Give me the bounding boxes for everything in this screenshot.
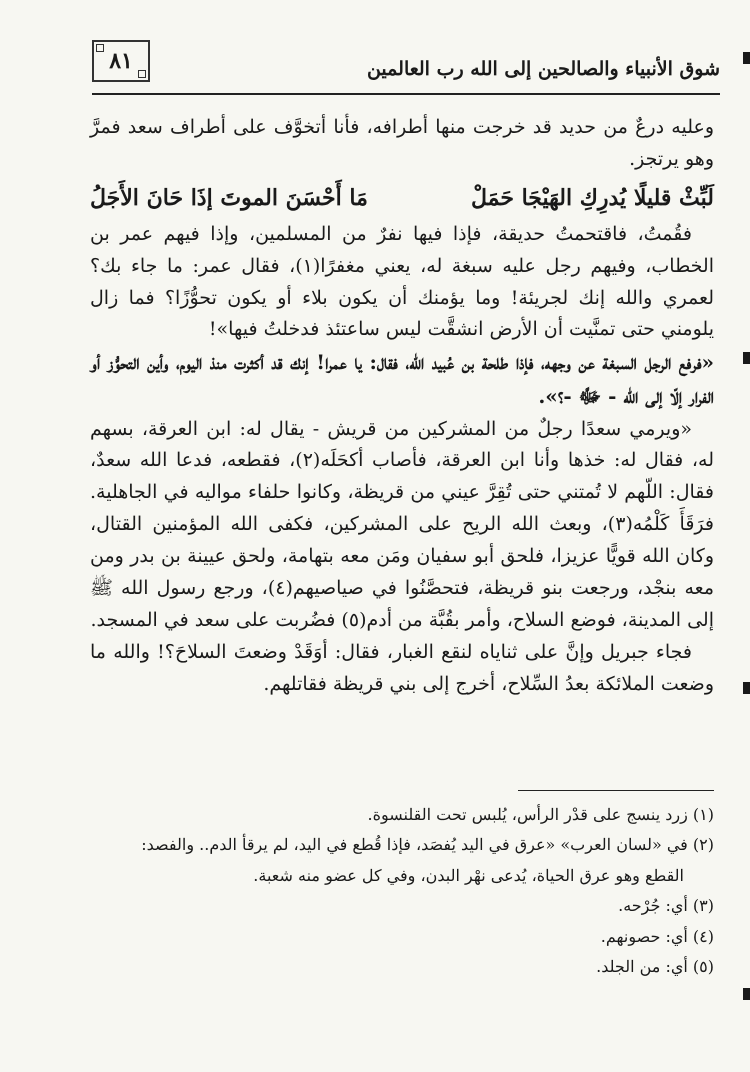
footnote-rule	[518, 790, 714, 791]
header-title: شوق الأنبياء والصالحين إلى الله رب العالمين	[366, 58, 720, 80]
footnote-2-continued: القطع وهو عرق الحياة، يُدعى نهْر البدن، وفي كل عضو منه شعبة.	[253, 865, 684, 885]
edge-mark-2	[743, 352, 750, 364]
poem-first-hemistich: لَبِّثْ قليلًا يُدرِكِ الهَيْجَا حَمَلْ	[470, 184, 714, 211]
edge-mark-1	[743, 52, 750, 64]
footnote-2: (٢) في «لسان العرب» «عرق في اليد يُفصَد، فإذا قُطع في اليد، لم يرقأ الدم.. والفصد:	[141, 835, 714, 855]
footnote-4: (٤) أي: حصونهم.	[600, 926, 714, 946]
main-text	[90, 112, 714, 701]
footnote-3: (٣) أي: جُرْحه.	[618, 896, 714, 916]
header-rule	[92, 93, 720, 95]
paragraph-3-bold: «فرفع الرجل السبغة عن وجهه، فإذا طلحة بن عُبيد الله، فقال: يا عمرا! إنك قد أكثرت منذ اليوم، وأين التحوُّز أو الفرار إلّا إلى الله - ﷻ -؟».	[90, 350, 714, 408]
paragraph-1: وعليه درعٌ من حديد قد خرجت منها أطرافه، فأنا أتخوَّف على أطراف سعد فمرَّ وهو يرتجز.	[90, 116, 714, 170]
page-header	[92, 36, 720, 96]
page-number: ٨١	[109, 48, 133, 74]
footnote-5: (٥) أي: من الجلد.	[596, 956, 714, 976]
footnotes	[90, 800, 714, 982]
poem-verse	[90, 180, 714, 217]
footnote-1: (١) زرد ينسج على قدْر الرأس، يُلبس تحت القلنسوة.	[367, 805, 714, 824]
paragraph-2: فقُمتُ، فاقتحمتُ حديقة، فإذا فيها نفرٌ من المسلمين، وإذا فيهم عمر بن الخطاب، وفيهم رجل عليه سبغة له، يعني مغفرًا(١)، فقال عمر: ما جاء بك؟ لعمري والله إنك لجريئة! وما يؤمنك أن يكون بلاء أو يكون تحوُّزًا؟ فما زال يلومني حتى تمنَّيت أن الأرض انشقَّت ليس ساعتئذ فدخلتُ فيها»!	[90, 222, 714, 341]
paragraph-5: فجاء جبريل وإنَّ على ثناياه لنقع الغبار، فقال: أوَقَدْ وضعتَ السلاحَ؟! والله ما وضعت الملائكة بعدُ السِّلاح، أخرج إلى بني قريظة فقاتلهم.	[90, 640, 714, 695]
poem-second-hemistich: مَا أَحْسَنَ الموتَ إذَا حَانَ الأَجَلُ	[90, 184, 368, 211]
edge-mark-3	[743, 682, 750, 694]
page-number-box	[92, 40, 150, 82]
paragraph-4: «ويرمي سعدًا رجلٌ من المشركين من قريش - يقال له: ابن العرقة، بسهم له، فقال له: خذها وأنا ابن العرقة، فأصاب أكحَلَه(٢)، فقطعه، فدعا الله سعدٌ، فقال: اللّهم لا تُمتني حتى تُقِرَّ عيني من قريظة، وكانوا حلفاء مواليه في الجاهلية. فرَقَأَ كَلْمُه(٣)، وبعث الله الريح على المشركين، فكفى الله المؤمنين القتال، وكان الله قويًّا عزيزا، فلحق أبو سفيان ومَن معه بتهامة، ولحق عيينة بن بدر ومن معه بنجْد، ورجعت بنو قريظة، فتحصَّنُوا في صياصيهم(٤)، ورجع رسول الله ﷺ إلى المدينة، فوضع السلاح، وأمر بقُبَّة من أدم(٥) فضُربت على سعد في المسجد.	[90, 417, 714, 632]
edge-mark-4	[743, 988, 750, 1000]
